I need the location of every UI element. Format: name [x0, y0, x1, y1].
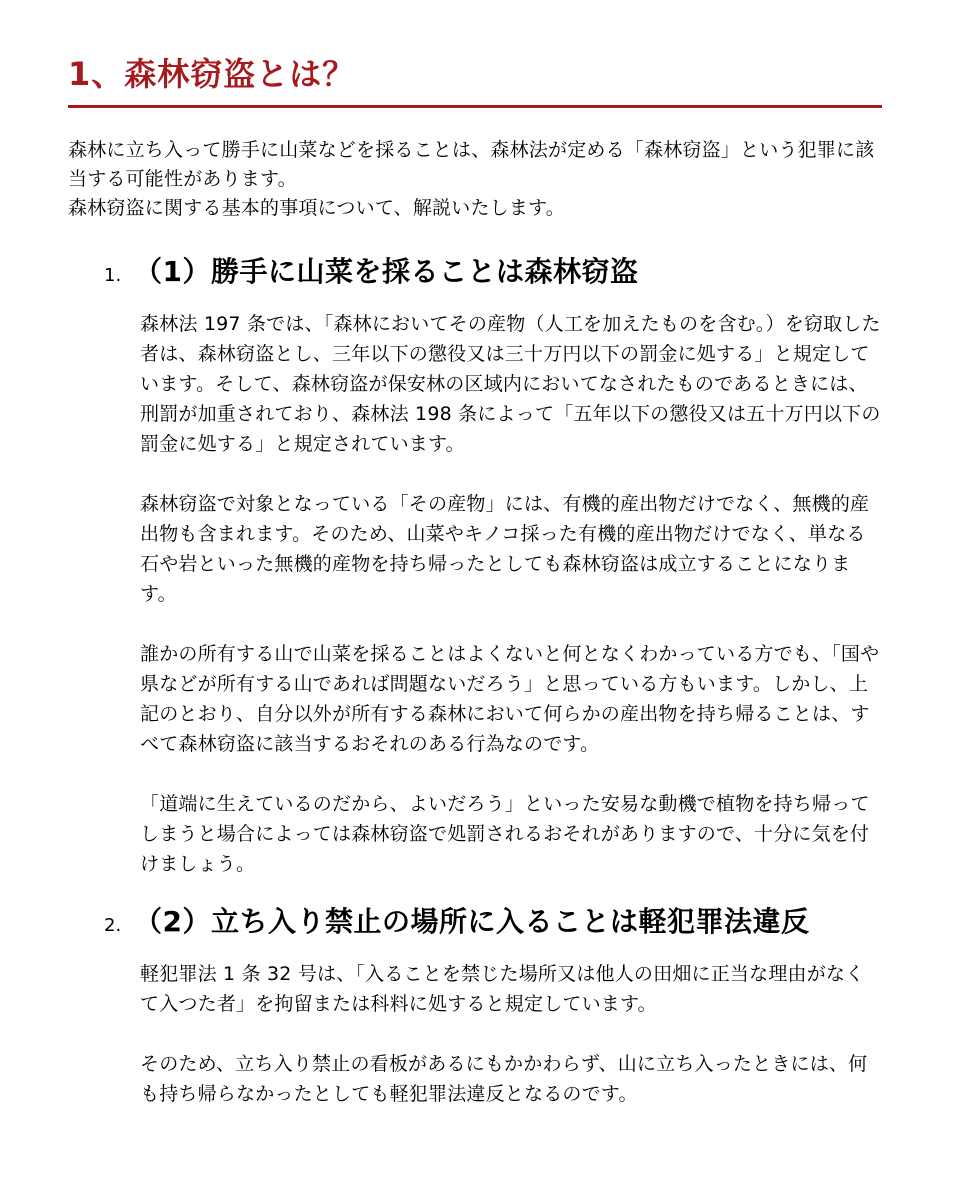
- intro-text: [68, 136, 882, 223]
- section-heading-row: [104, 903, 882, 941]
- intro-paragraph: 森林窃盗に関する基本的事項について、解説いたします。: [68, 197, 565, 219]
- section-heading: （2）立ち入り禁止の場所に入ることは軽犯罪法違反: [134, 905, 810, 938]
- title-underline: [68, 105, 882, 108]
- section-1: [68, 253, 882, 879]
- section-number: 1.: [104, 265, 122, 286]
- section-2: [68, 903, 882, 1109]
- document-page: [68, 52, 882, 1109]
- section-body: [140, 309, 882, 879]
- section-heading-row: [104, 253, 882, 291]
- body-paragraph: 誰かの所有する山で山菜を採ることはよくないと何となくわかっている方でも、「国や県などが所有する山であれば問題ないだろう」と思っている方もいます。しかし、上記のとおり、自分以外が所有する森林において何らかの産出物を持ち帰ることは、すべて森林窃盗に該当するおそれのある行為なのです。: [140, 643, 880, 755]
- section-number: 2.: [104, 915, 122, 936]
- section-heading: （1）勝手に山菜を採ることは森林窃盗: [134, 255, 639, 288]
- body-paragraph: 軽犯罪法 1 条 32 号は、「入ることを禁じた場所又は他人の田畑に正当な理由がなくて入つた者」を拘留または科料に処すると規定しています。: [140, 963, 865, 1015]
- intro-paragraph: 森林に立ち入って勝手に山菜などを採ることは、森林法が定める「森林窃盗」という犯罪に該当する可能性があります。: [68, 139, 875, 190]
- body-paragraph: 森林法 197 条では、「森林においてその産物（人工を加えたものを含む。）を窃取した者は、森林窃盗とし、三年以下の懲役又は三十万円以下の罰金に処する」と規定しています。そして、森林窃盗が保安林の区域内においてなされたものであるときには、刑罰が加重されており、森林法 198 条によって「五年以下の懲役又は五十万円以下の罰金に処する」と規定されています。: [140, 313, 881, 455]
- page-title: 1、森林窃盗とは？: [68, 55, 356, 93]
- body-paragraph: 森林窃盗で対象となっている「その産物」には、有機的産出物だけでなく、無機的産出物も含まれます。そのため、山菜やキノコ採った有機的産出物だけでなく、単なる石や岩といった無機的産物を持ち帰ったとしても森林窃盗は成立することになります。: [140, 493, 870, 605]
- section-body: [140, 959, 882, 1109]
- body-paragraph: そのため、立ち入り禁止の看板があるにもかかわらず、山に立ち入ったときには、何も持ち帰らなかったとしても軽犯罪法違反となるのです。: [140, 1053, 868, 1105]
- body-paragraph: 「道端に生えているのだから、よいだろう」といった安易な動機で植物を持ち帰ってしまうと場合によっては森林窃盗で処罰されるおそれがありますので、十分に気を付けましょう。: [140, 793, 870, 875]
